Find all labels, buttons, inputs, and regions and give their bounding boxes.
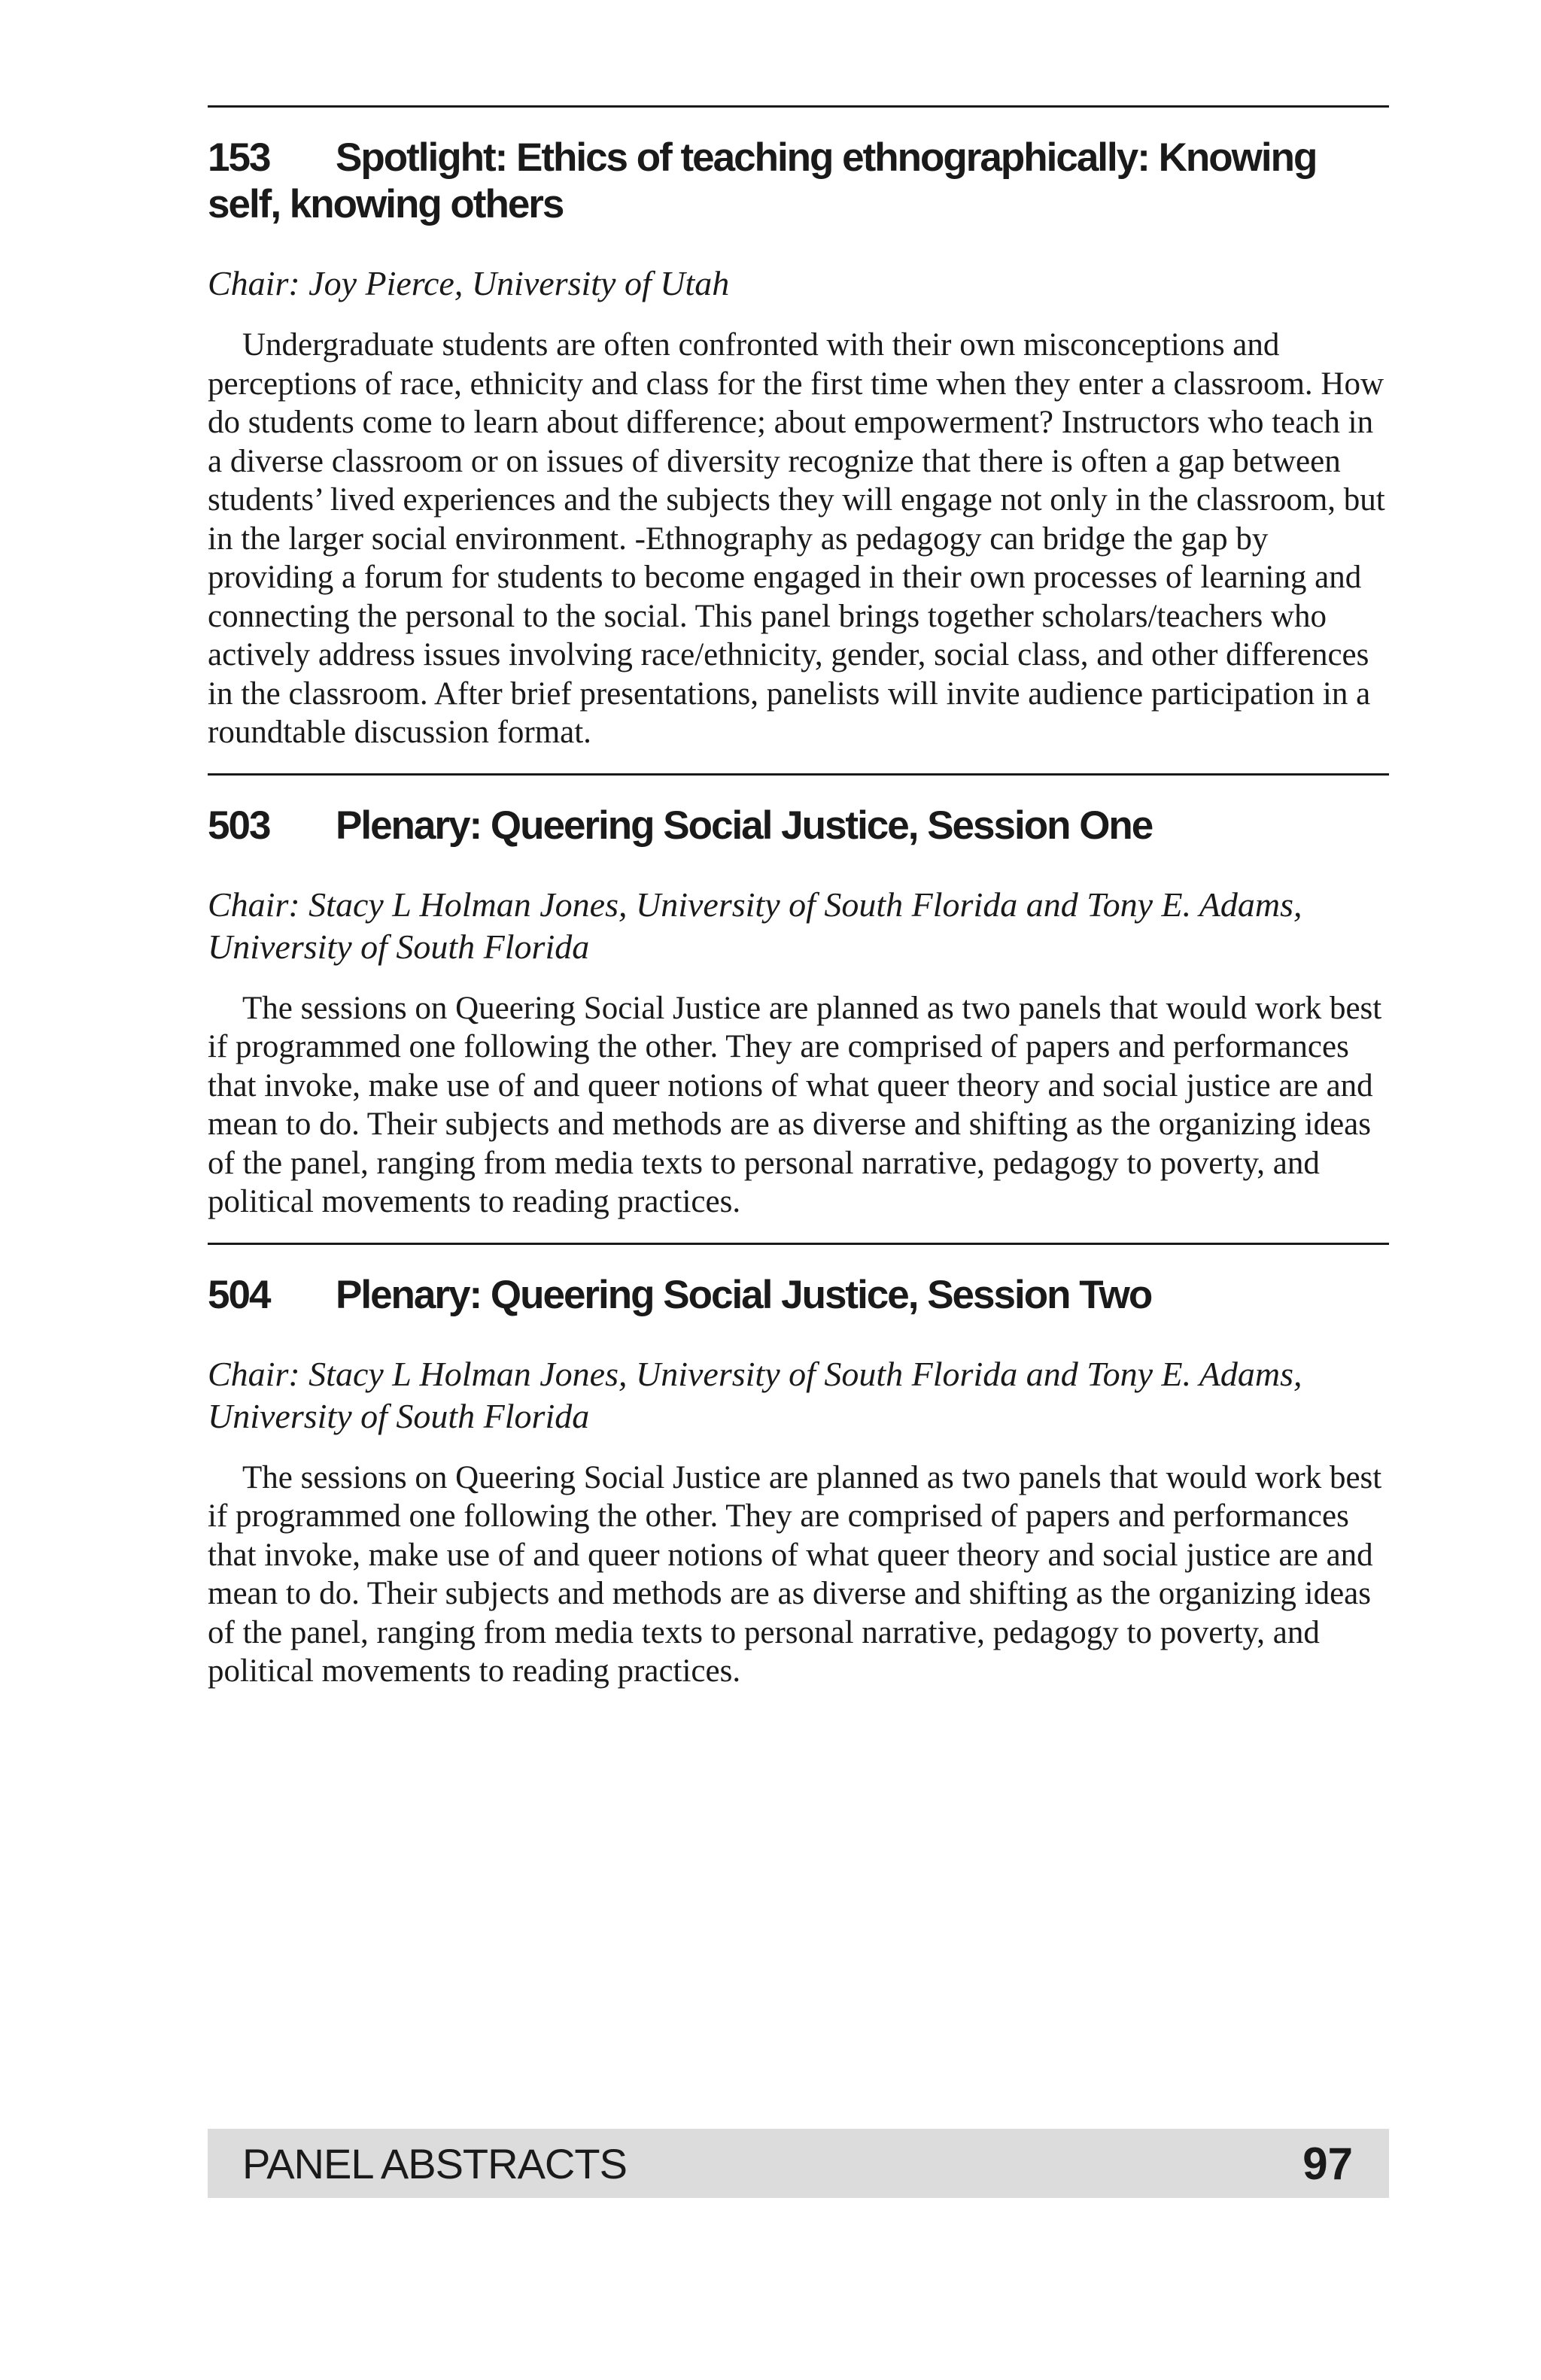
session-abstract: The sessions on Queering Social Justice are planned as two panels that would work best if programmed one following the other. They are comprised of papers and performances that invoke, make use of and queer notions of what queer theory and social justice are and mean to do. Their subjects and methods are as diverse and shifting as the organizing ideas of the panel, ranging from media texts to personal narrative, pedagogy to poverty, and political movements to reading practices. — [208, 1459, 1382, 1689]
session-title: Spotlight: Ethics of teaching ethnographically: Knowing self, knowing others — [208, 135, 1317, 226]
session-153 — [208, 105, 1389, 752]
session-chair: Chair: Joy Pierce, University of Utah — [208, 264, 730, 302]
section-label: PANEL ABSTRACTS — [242, 2139, 627, 2187]
page-footer — [208, 2129, 1389, 2198]
session-number: 153 — [208, 135, 270, 180]
session-chair: Chair: Stacy L Holman Jones, University of South Florida and Tony E. Adams, University of South Florida — [208, 1354, 1302, 1435]
session-heading — [208, 1272, 1389, 1319]
session-title: Plenary: Queering Social Justice, Session Two — [336, 1272, 1152, 1317]
session-number: 504 — [208, 1272, 270, 1317]
session-chair: Chair: Stacy L Holman Jones, University of South Florida and Tony E. Adams, University of South Florida — [208, 885, 1302, 966]
session-heading — [208, 135, 1389, 228]
session-abstract: The sessions on Queering Social Justice are planned as two panels that would work best if programmed one following the other. They are comprised of papers and performances that invoke, make use of and queer notions of what queer theory and social justice are and mean to do. Their subjects and methods are as diverse and shifting as the organizing ideas of the panel, ranging from media texts to personal narrative, pedagogy to poverty, and political movements to reading practices. — [208, 990, 1382, 1219]
page-content — [208, 105, 1389, 1691]
session-title: Plenary: Queering Social Justice, Session One — [336, 803, 1153, 848]
session-heading — [208, 803, 1389, 849]
session-abstract: Undergraduate students are often confronted with their own misconceptions and perceptions of race, ethnicity and class for the first time when they enter a classroom. How do students come to learn about difference; about empowerment? Instructors who teach in a diverse classroom or on issues of diversity recognize that there is often a gap between students’ lived experiences and the subjects they will engage not only in the classroom, but in the larger social environment. -Ethnography as pedagogy can bridge the gap by providing a forum for students to become engaged in their own processes of learning and connecting the personal to the social. This panel brings together scholars/teachers who actively address issues involving race/ethnicity, gender, social class, and other differences in the classroom. After brief presentations, panelists will invite audience participation in a roundtable discussion format. — [208, 327, 1385, 750]
session-number: 503 — [208, 803, 270, 848]
session-503 — [208, 773, 1389, 1222]
session-504 — [208, 1243, 1389, 1691]
page-number: 97 — [1302, 2138, 1353, 2189]
